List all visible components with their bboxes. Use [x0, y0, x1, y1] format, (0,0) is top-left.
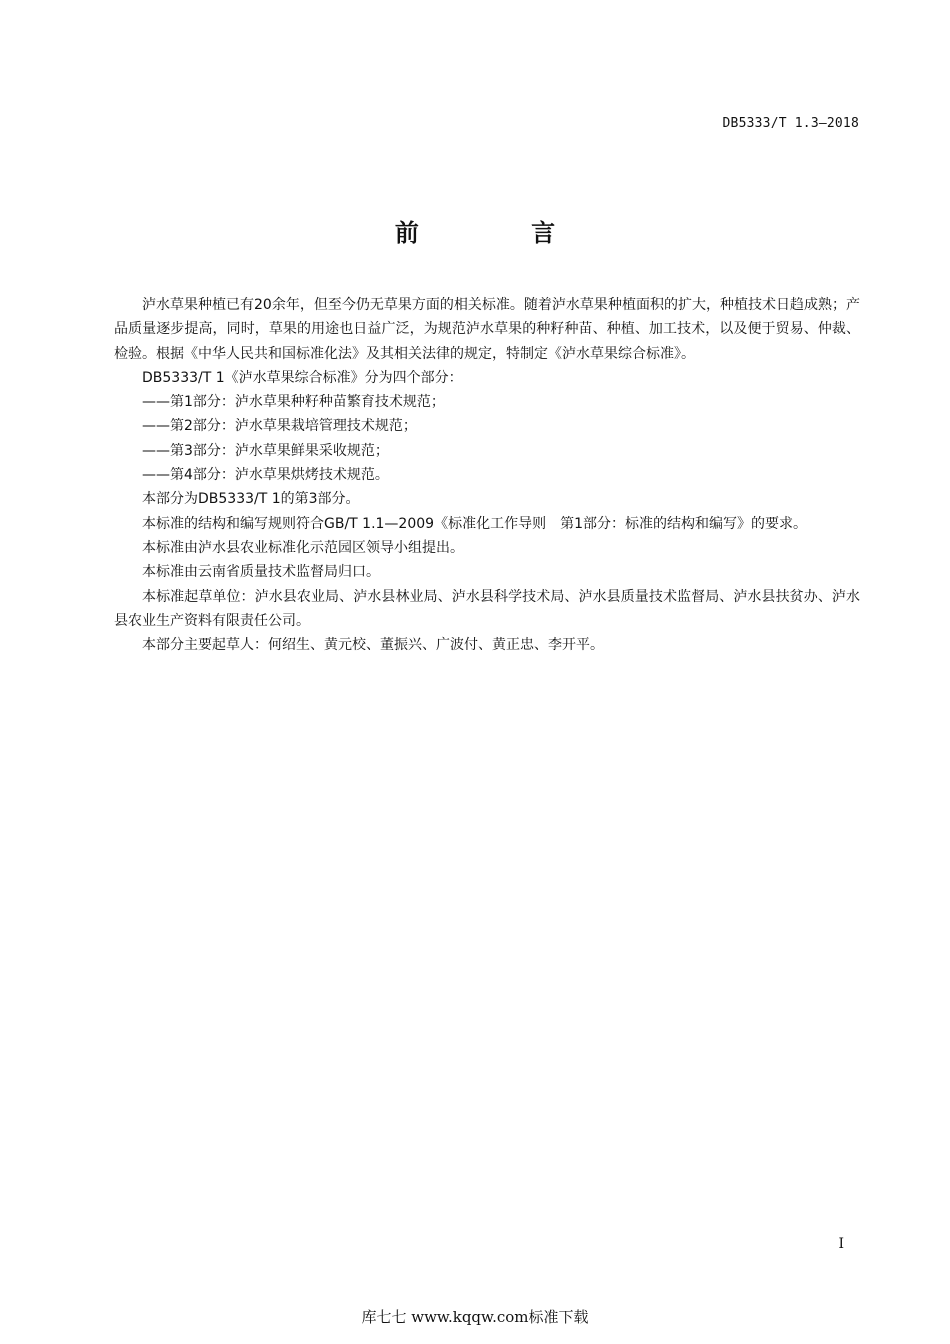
- paragraph-part-2: ——第2部分：泸水草果栽培管理技术规范；: [142, 418, 417, 435]
- paragraph-proposer: 本标准由泸水县农业标准化示范园区领导小组提出。: [142, 539, 464, 556]
- body-text: [114, 293, 860, 657]
- paragraph-drafters: 本部分主要起草人：何绍生、黄元校、董振兴、广波付、黄正忠、李开平。: [142, 637, 604, 654]
- footer-watermark: 库七七 www.kqqw.com标准下载: [361, 1308, 589, 1326]
- paragraph-administrator: 本标准由云南省质量技术监督局归口。: [142, 564, 380, 581]
- paragraph-part-1: ——第1部分：泸水草果种籽种苗繁育技术规范；: [142, 394, 445, 411]
- section-title: 前 言: [394, 219, 608, 247]
- paragraph-parts-overview: DB5333/T 1《泸水草果综合标准》分为四个部分：: [142, 369, 463, 386]
- paragraph-part-4: ——第4部分：泸水草果烘烤技术规范。: [142, 467, 389, 484]
- paragraph-structure: 本标准的结构和编写规则符合GB/T 1.1—2009《标准化工作导则 第1部分：标准的结构和编写》的要求。: [142, 515, 807, 532]
- document-code: DB5333/T 1.3—2018: [722, 116, 859, 131]
- paragraph-drafting-units: 本标准起草单位：泸水县农业局、泸水县林业局、泸水县科学技术局、泸水县质量技术监督局、泸水县扶贫办、泸水县农业生产资料有限责任公司。: [114, 588, 860, 629]
- page-number: I: [838, 1236, 844, 1252]
- paragraph-intro: 泸水草果种植已有20余年，但至今仍无草果方面的相关标准。随着泸水草果种植面积的扩大，种植技术日趋成熟；产品质量逐步提高，同时，草果的用途也日益广泛，为规范泸水草果的种籽种苗、种植、加工技术，以及便于贸易、仲裁、检验。根据《中华人民共和国标准化法》及其相关法律的规定，特制定《泸水草果综合标准》。: [114, 297, 860, 362]
- paragraph-this-part: 本部分为DB5333/T 1的第3部分。: [142, 491, 360, 508]
- paragraph-part-3: ——第3部分：泸水草果鲜果采收规范；: [142, 442, 389, 459]
